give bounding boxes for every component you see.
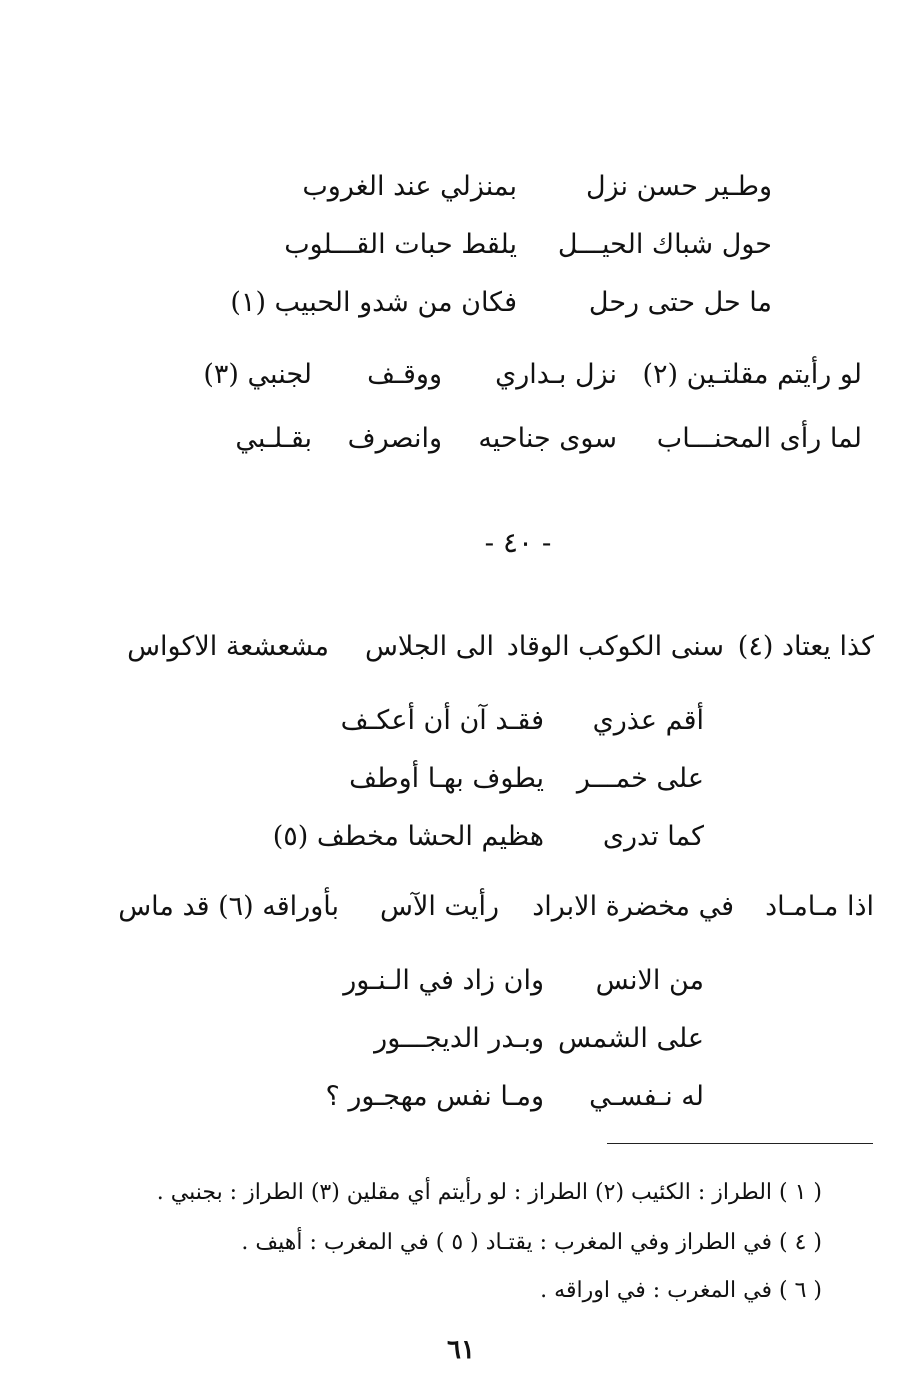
verse-segment: لجنبي (٣) [203,359,312,390]
verse-hemistich-right: على الشمس [558,1023,704,1054]
verse-segment: اذا مـامـاد [765,891,874,922]
verse-hemistich-left: وبـدر الديجـــور [374,1023,544,1054]
verse-hemistich-left: ومـا نفس مهجـور ؟ [325,1081,544,1112]
verse-segment: كذا يعتاد (٤) [737,631,874,662]
verse-hemistich-right: وطـير حسن نزل [585,171,772,202]
verse-hemistich-left: فقـد آن أن أعكـف [340,705,544,736]
verse-segment: بأوراقه (٦) قد ماس [118,891,339,922]
verse-hemistich-right: ما حل حتى رحل [588,287,772,318]
footnote-separator [607,1143,873,1144]
verse-hemistich-left: يطوف بهـا أوطف [349,763,544,794]
verse-hemistich-left: فكان من شدو الحبيب (١) [230,287,517,318]
verse-segment: سوى جناحيه [478,423,617,454]
verse-segment: سنى الكوكب الوقاد [506,631,724,662]
verse-segment: ووقـف [367,359,442,390]
verse-hemistich-right: أقم عذري [592,705,704,736]
verse-hemistich-right: حول شباك الحيـــل [557,229,772,260]
verse-hemistich-left: هظيم الحشا مخطف (٥) [272,821,544,852]
verse-segment: الى الجلاس [364,631,494,662]
footnote-line: ( ٤ ) في الطراز وفي المغرب : يقتـاد ( ٥ ) في المغرب : أهيف . [241,1230,822,1255]
verse-segment: في مخضرة الابراد [532,891,734,922]
verse-segment: رأيت الآس [379,891,499,922]
verse-hemistich-left: بمنزلي عند الغروب [302,171,517,202]
verse-segment: مشعشعة الاكواس [127,631,329,662]
verse-segment: لو رأيتم مقلتـين (٢) [642,359,862,390]
verse-hemistich-left: وان زاد في الـنـور [343,965,544,996]
section-number: - ٤٠ - [484,526,552,559]
verse-hemistich-left: يلقط حبات القـــلوب [284,229,517,260]
page-number: ٦١ [447,1335,475,1365]
verse-segment: لما رأى المحنـــاب [656,423,862,454]
verse-hemistich-right: له نـفسـي [589,1081,704,1112]
verse-segment: بقـلـبي [235,423,312,454]
footnote-line: ( ٦ ) في المغرب : في اوراقه . [540,1278,822,1303]
verse-segment: نزل بـداري [495,359,617,390]
verse-hemistich-right: من الانس [595,965,704,996]
verse-segment: وانصرف [347,423,442,454]
verse-hemistich-right: كما تدرى [602,821,704,852]
footnote-line: ( ١ ) الطراز : الكئيب (٢) الطراز : لو رأيتم أي مقلين (٣) الطراز : بجنبي . [156,1180,822,1205]
verse-hemistich-right: على خمـــر [576,763,704,794]
